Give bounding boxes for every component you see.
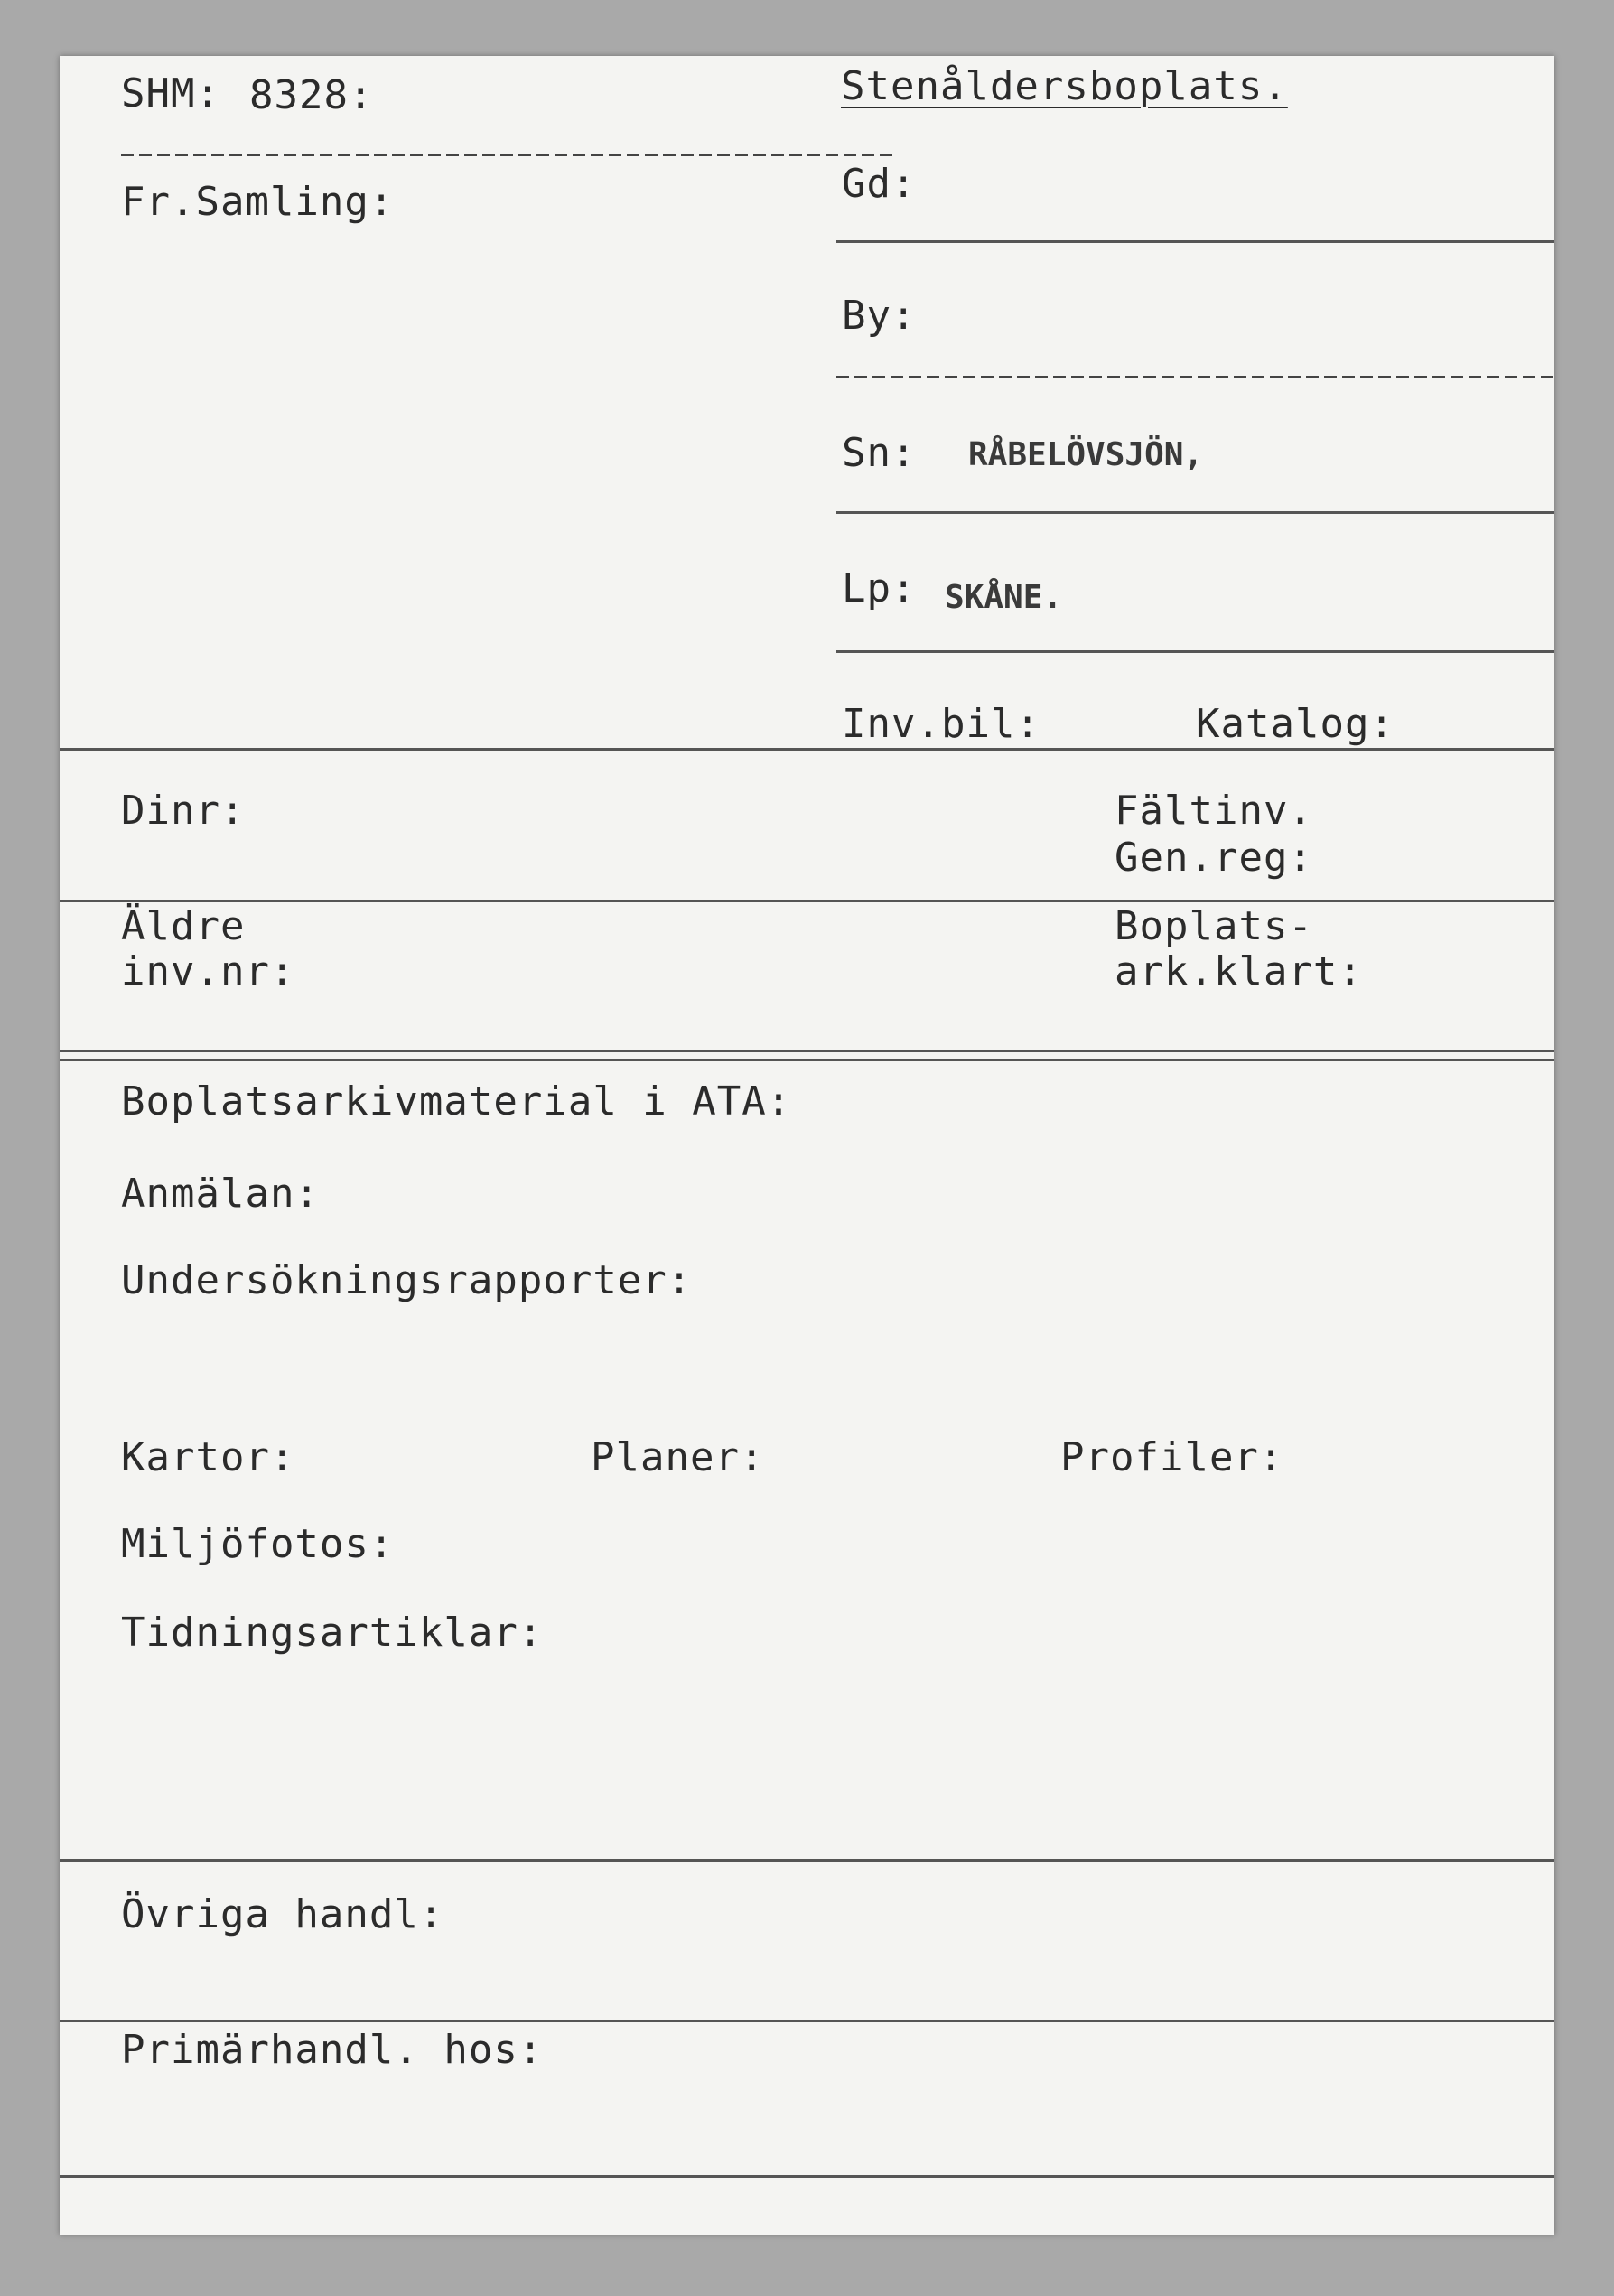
faltinv-label: Fältinv.: [1115, 788, 1313, 834]
sn-line: [836, 511, 1554, 514]
inv-nr-label: inv.nr:: [121, 948, 295, 994]
site-type: Stenåldersboplats.: [841, 63, 1288, 109]
katalog-label: Katalog:: [1196, 701, 1395, 747]
inventory-divider: [60, 748, 1554, 751]
tidningsartiklar-label: Tidningsartiklar:: [121, 1610, 544, 1656]
kartor-label: Kartor:: [121, 1434, 295, 1480]
bottom-divider: [60, 2175, 1554, 2178]
aldre-label: Äldre: [121, 903, 246, 949]
boplats-label: Boplats-: [1115, 903, 1313, 949]
archive-heading: Boplatsarkivmaterial i ATA:: [121, 1078, 792, 1125]
rapporter-label: Undersökningsrapporter:: [121, 1257, 693, 1303]
profiler-label: Profiler:: [1060, 1434, 1284, 1480]
sn-label: Sn:: [842, 430, 917, 476]
inv-bil-label: Inv.bil:: [842, 701, 1040, 747]
by-line: [836, 376, 1554, 378]
ark-klart-label: ark.klart:: [1115, 948, 1363, 994]
lp-value: SKÅNE.: [945, 579, 1063, 616]
sn-value: RÅBELÖVSJÖN,: [968, 436, 1204, 473]
gd-line: [836, 240, 1554, 243]
ovriga-label: Övriga handl:: [121, 1891, 444, 1937]
dinr-label: Dinr:: [121, 788, 246, 834]
by-label: By:: [842, 293, 917, 339]
archive-divider-top: [60, 1050, 1554, 1052]
miljofotos-label: Miljöfotos:: [121, 1521, 395, 1567]
ovriga-divider: [60, 1859, 1554, 1862]
primarhandl-label: Primärhandl. hos:: [121, 2027, 544, 2073]
shm-number: 8328:: [249, 72, 374, 118]
shm-label: SHM:: [121, 70, 220, 117]
gen-reg-label: Gen.reg:: [1115, 835, 1313, 881]
lp-label: Lp:: [842, 565, 917, 611]
archive-divider-bottom: [60, 1059, 1554, 1061]
fr-samling-label: Fr.Samling:: [121, 179, 395, 225]
header-divider: [121, 154, 898, 156]
planer-label: Planer:: [591, 1434, 765, 1480]
gd-label: Gd:: [842, 161, 917, 207]
dinr-divider: [60, 900, 1554, 902]
lp-line: [836, 650, 1554, 653]
anmalan-label: Anmälan:: [121, 1171, 320, 1217]
index-card: [60, 56, 1554, 2235]
primarhandl-divider: [60, 2020, 1554, 2022]
